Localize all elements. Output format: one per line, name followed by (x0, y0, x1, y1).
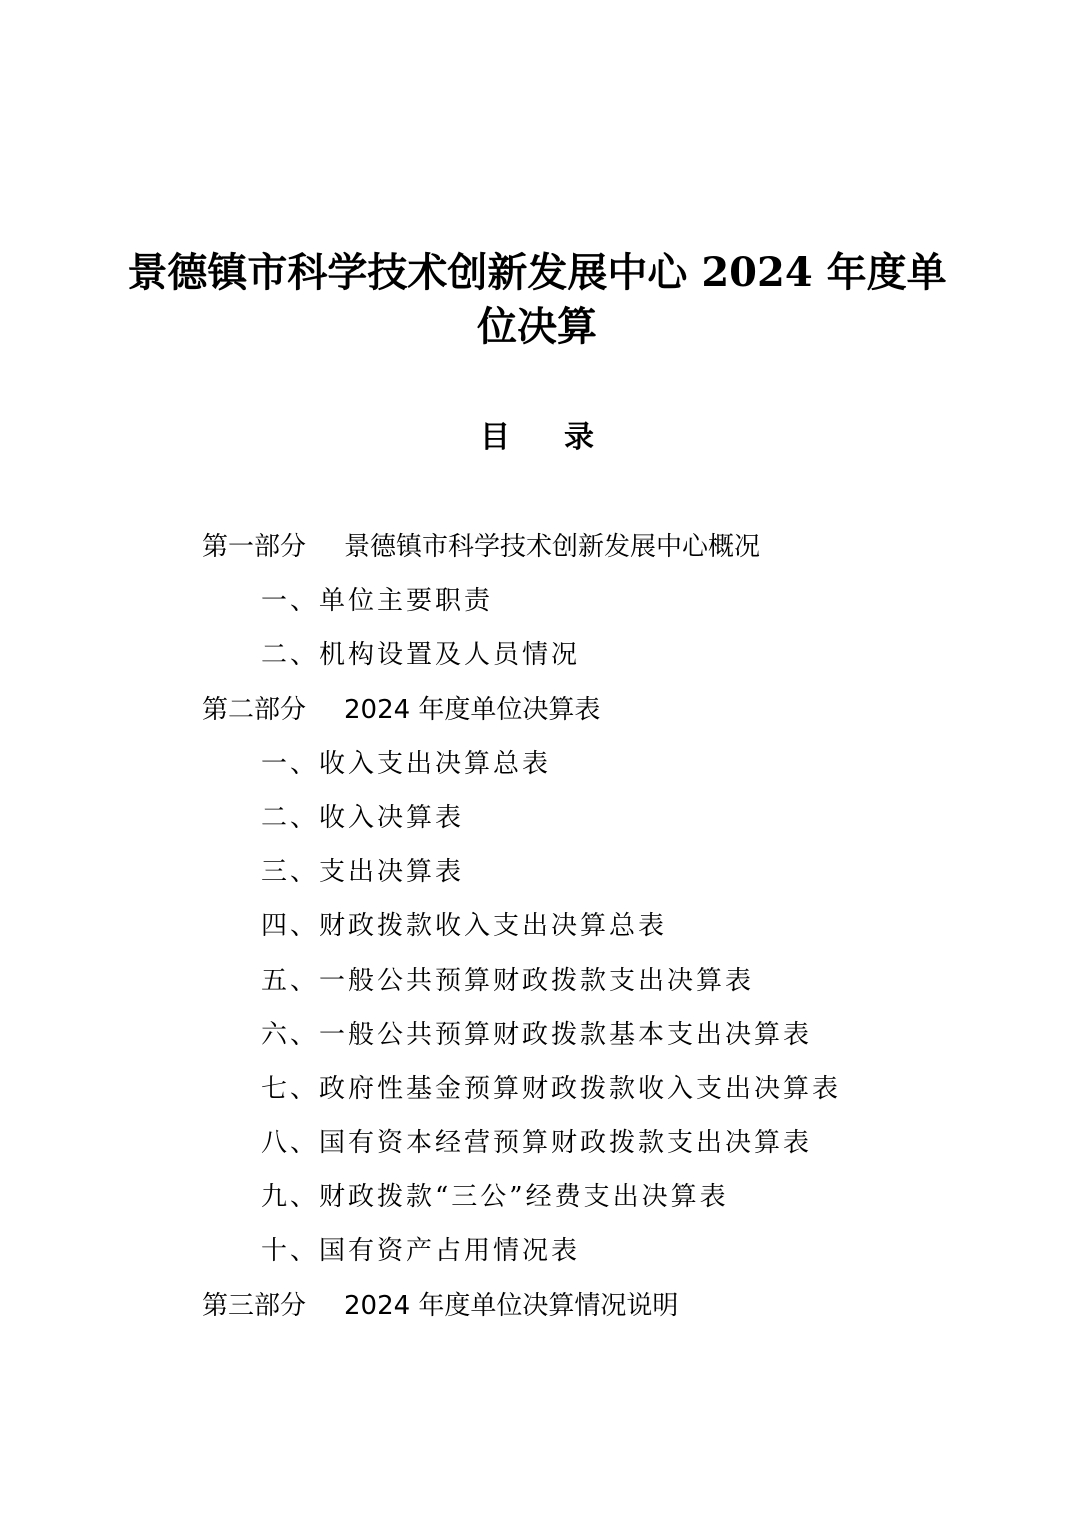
toc-item[interactable]: 二、收入决算表 (261, 802, 465, 833)
toc-item[interactable]: 十、国有资产占用情况表 (261, 1236, 581, 1267)
toc-item[interactable]: 四、财政拨款收入支出决算总表 (261, 911, 668, 942)
toc-part-3[interactable] (0, 1284, 1074, 1338)
document-title-line-1: 景德镇市科学技术创新发展中心 2024 年度单 (127, 249, 947, 296)
document-title-line-2: 位决算 (477, 303, 597, 350)
toc-part-1[interactable] (0, 525, 1074, 579)
toc-item[interactable]: 八、国有资本经营预算财政拨款支出决算表 (261, 1128, 813, 1159)
toc-item[interactable]: 七、政府性基金预算财政拨款收入支出决算表 (261, 1073, 842, 1104)
toc-part-2[interactable] (0, 688, 1074, 742)
toc-item[interactable]: 六、一般公共预算财政拨款基本支出决算表 (261, 1019, 813, 1050)
table-of-contents (0, 525, 1074, 1338)
toc-item[interactable]: 三、支出决算表 (261, 857, 465, 888)
toc-item[interactable]: 九、财政拨款“三公”经费支出决算表 (261, 1182, 729, 1213)
toc-item[interactable]: 二、机构设置及人员情况 (261, 640, 581, 671)
toc-part-title: 景德镇市科学技术创新发展中心概况 (344, 532, 761, 562)
toc-item[interactable]: 一、单位主要职责 (261, 586, 494, 617)
toc-part-title: 2024 年度单位决算情况说明 (344, 1290, 679, 1321)
toc-heading-char-2: 录 (564, 420, 594, 455)
toc-part-number: 第三部分 (202, 1290, 307, 1321)
toc-item[interactable]: 一、收入支出决算总表 (261, 748, 552, 779)
toc-heading (0, 418, 1074, 458)
toc-item[interactable]: 五、一般公共预算财政拨款支出决算表 (261, 965, 755, 996)
toc-part-number: 第一部分 (202, 532, 307, 562)
toc-part-number: 第二部分 (202, 694, 307, 725)
document-title (0, 246, 1074, 354)
toc-part-title: 2024 年度单位决算表 (344, 694, 601, 725)
toc-heading-char-1: 目 (480, 420, 510, 455)
